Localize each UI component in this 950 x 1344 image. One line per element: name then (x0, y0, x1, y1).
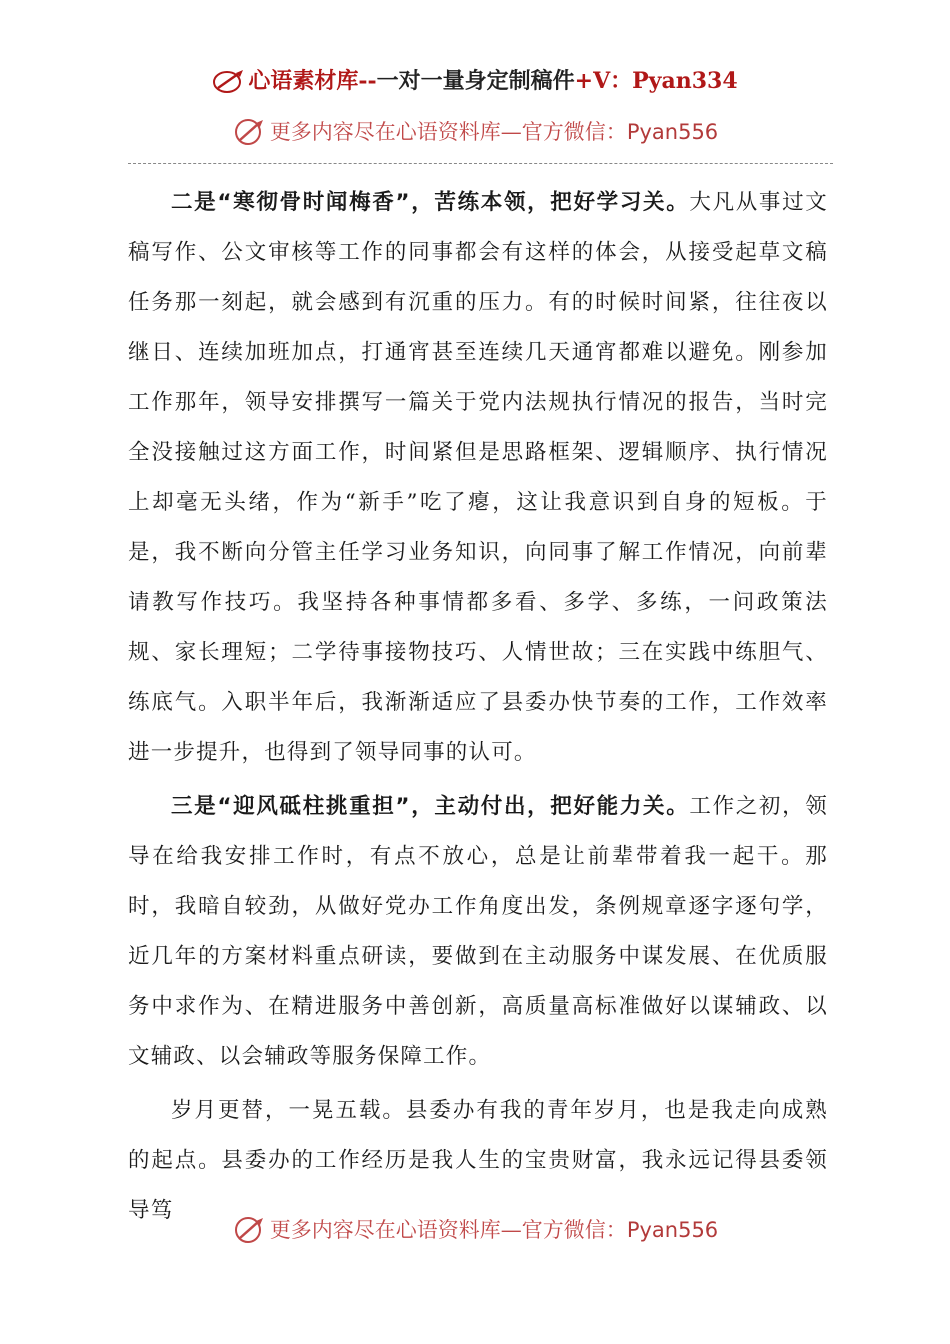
paragraph-text: 岁月更替，一晃五载。县委办有我的青年岁月，也是我走向成熟的起点。县委办的工作经历是我人生的宝贵财富，我永远记得县委领导笃 (128, 1098, 828, 1223)
paragraph-text: 工作之初，领导在给我安排工作时，有点不放心，总是让前辈带着我一起干。那时，我暗自较劲，从做好党办工作角度出发，条例规章逐字逐句学，近几年的方案材料重点研读，要做到在主动服务中谋发展、在优质服务中求作为、在精进服务中善创新，高质量高标准做好以谋辅政、以文辅政、以会辅政等服务保障工作。 (128, 794, 828, 1069)
header-contact: +V：Pyan334 (574, 68, 738, 94)
subheader-wechat: Pyan556 (626, 120, 719, 144)
brand-name: 心语素材库 (248, 68, 359, 94)
footer-wechat: Pyan556 (626, 1218, 719, 1242)
paragraph-lead: 二是“寒彻骨时闻梅香”，苦练本领，把好学习关。 (171, 190, 690, 215)
header-slogan: 一对一量身定制稿件 (376, 68, 575, 94)
header-divider (128, 163, 833, 164)
logo-pen-icon (212, 68, 246, 100)
footer-text: 更多内容尽在心语资料库—官方微信： (269, 1218, 627, 1242)
page-header-title (0, 64, 950, 100)
logo-pen-icon (232, 1215, 266, 1250)
paragraph (128, 782, 828, 1082)
header-separator: -- (358, 68, 377, 94)
paragraph-text: 大凡从事过文稿写作、公文审核等工作的同事都会有这样的体会，从接受起草文稿任务那一刻起，就会感到有沉重的压力。有的时候时间紧，往往夜以继日、连续加班加点，打通宵甚至连续几天通宵都难以避免。刚参加工作那年，领导安排撰写一篇关于党内法规执行情况的报告，当时完全没接触过这方面工作，时间紧但是思路框架、逻辑顺序、执行情况上却毫无头绪，作为“新手”吃了瘪，这让我意识到自身的短板。于是，我不断向分管主任学习业务知识，向同事了解工作情况，向前辈请教写作技巧。我坚持各种事情都多看、多学、多练，一问政策法规、家长理短；二学待事接物技巧、人情世故；三在实践中练胆气、练底气。入职半年后，我渐渐适应了县委办快节奏的工作，工作效率进一步提升，也得到了领导同事的认可。 (128, 190, 828, 765)
page-footer (0, 1214, 950, 1250)
logo-pen-icon (232, 117, 266, 152)
paragraph (128, 178, 828, 778)
subheader-text: 更多内容尽在心语资料库—官方微信： (269, 120, 627, 144)
document-body (128, 178, 828, 1240)
page-subheader (0, 116, 950, 152)
paragraph-lead: 三是“迎风砥柱挑重担”，主动付出，把好能力关。 (171, 794, 690, 819)
